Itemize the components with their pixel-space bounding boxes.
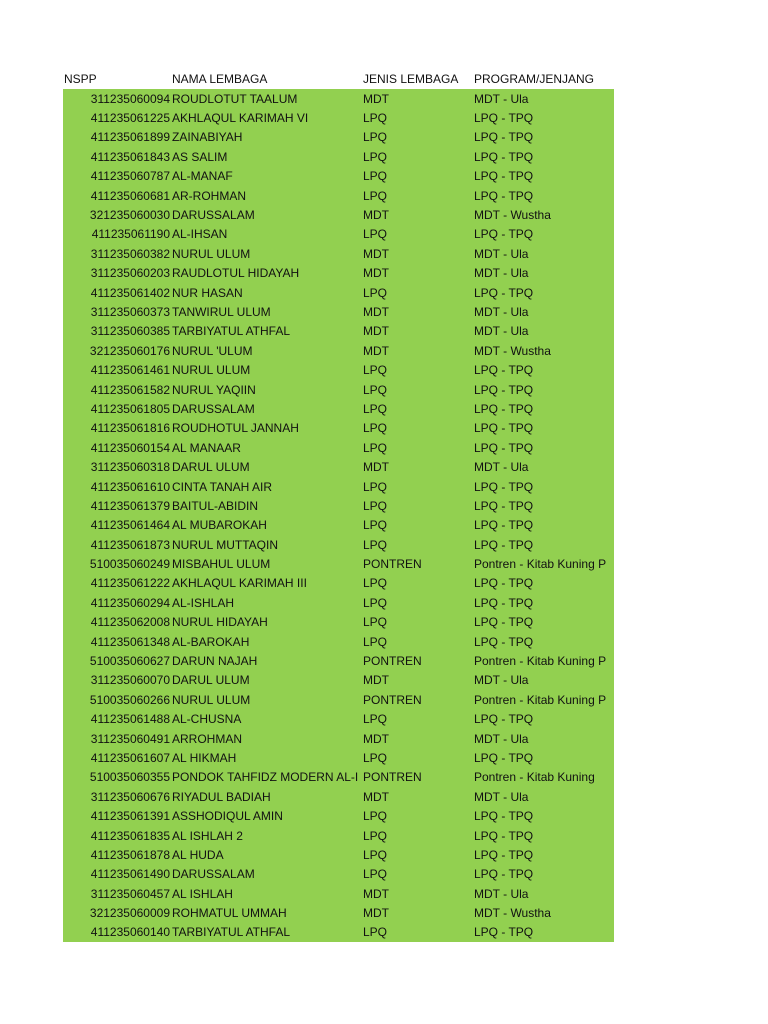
program-jenjang-cell[interactable]: LPQ - TPQ (474, 401, 534, 416)
nspp-cell[interactable]: 311235060676 (90, 789, 170, 804)
jenis-lembaga-cell[interactable]: LPQ (363, 576, 388, 591)
nama-lembaga-cell[interactable]: AKHLAQUL KARIMAH III (172, 576, 307, 591)
table-row[interactable] (63, 419, 614, 438)
program-jenjang-cell[interactable]: LPQ - TPQ (474, 111, 534, 126)
table-row[interactable] (63, 438, 614, 457)
table-row[interactable] (63, 651, 614, 670)
program-jenjang-cell[interactable]: LPQ - TPQ (474, 498, 534, 513)
nspp-cell[interactable]: 510035060627 (89, 654, 170, 669)
table-row[interactable] (63, 903, 614, 922)
header-nspp: NSPP (64, 72, 97, 86)
nspp-cell[interactable]: 411235061464 (90, 518, 170, 533)
jenis-lembaga-cell[interactable]: PONTREN (363, 557, 422, 572)
header-nama-lembaga: NAMA LEMBAGA (172, 72, 268, 86)
nspp-cell[interactable]: 411235061805 (90, 401, 170, 416)
program-jenjang-cell[interactable]: Pontren - Kitab Kuning P (474, 692, 607, 707)
nama-lembaga-cell[interactable]: NURUL MUTTAQIN (172, 537, 278, 552)
nspp-cell[interactable]: 411235060154 (90, 440, 170, 455)
jenis-lembaga-cell[interactable]: LPQ (363, 111, 388, 126)
table-row[interactable] (63, 690, 614, 709)
jenis-lembaga-cell[interactable]: PONTREN (363, 692, 422, 707)
table-row[interactable] (63, 380, 614, 399)
program-jenjang-cell[interactable]: LPQ - TPQ (474, 809, 534, 824)
program-jenjang-cell[interactable]: MDT - Ula (474, 731, 529, 746)
table-row[interactable] (63, 360, 614, 379)
nspp-cell[interactable]: 411235061490 (90, 867, 170, 882)
nspp-cell[interactable]: 411235060140 (90, 925, 170, 940)
nspp-cell[interactable]: 411235061402 (90, 285, 170, 300)
table-row[interactable] (63, 516, 614, 535)
nama-lembaga-cell[interactable]: NURUL YAQIIN (172, 382, 256, 397)
nspp-cell[interactable]: 411235061816 (90, 421, 170, 436)
program-jenjang-cell[interactable]: MDT - Wustha (474, 906, 551, 921)
nama-lembaga-cell[interactable]: RAUDLOTUL HIDAYAH (172, 266, 300, 281)
jenis-lembaga-cell[interactable]: LPQ (363, 363, 388, 378)
nama-lembaga-cell[interactable]: NURUL ULUM (172, 363, 251, 378)
program-jenjang-cell[interactable]: MDT - Ula (474, 673, 529, 688)
nspp-cell[interactable]: 411235061225 (90, 111, 170, 126)
program-jenjang-cell[interactable]: LPQ - TPQ (474, 712, 534, 727)
nama-lembaga-cell[interactable]: NURUL ULUM (172, 246, 251, 261)
nama-lembaga-cell[interactable]: ASSHODIQUL AMIN (172, 809, 283, 824)
nama-lembaga-cell[interactable]: NURUL ULUM (172, 692, 251, 707)
program-jenjang-cell[interactable]: LPQ - TPQ (474, 847, 534, 862)
table-row[interactable] (63, 477, 614, 496)
nspp-cell[interactable]: 411235060294 (90, 595, 170, 610)
jenis-lembaga-cell[interactable]: MDT (363, 208, 389, 223)
jenis-lembaga-cell[interactable]: LPQ (363, 537, 388, 552)
program-jenjang-cell[interactable]: LPQ - TPQ (474, 479, 534, 494)
nspp-cell[interactable]: 411235061190 (91, 227, 170, 242)
jenis-lembaga-cell[interactable]: LPQ (363, 188, 388, 203)
nama-lembaga-cell[interactable]: AL HUDA (172, 847, 224, 862)
nspp-cell[interactable]: 311235060070 (90, 673, 170, 688)
table-row[interactable] (63, 632, 614, 651)
program-jenjang-cell[interactable]: MDT - Wustha (474, 343, 551, 358)
table-row[interactable] (63, 554, 614, 573)
nspp-cell[interactable]: 411235060787 (90, 169, 170, 184)
nspp-cell[interactable]: 411235061348 (90, 634, 170, 649)
jenis-lembaga-cell[interactable]: LPQ (363, 847, 388, 862)
nama-lembaga-cell[interactable]: NURUL 'ULUM (172, 343, 253, 358)
program-jenjang-cell[interactable]: LPQ - TPQ (474, 227, 534, 242)
nspp-cell[interactable]: 411235061899 (90, 130, 170, 145)
table-row[interactable] (63, 457, 614, 476)
table-row[interactable] (63, 283, 614, 302)
nama-lembaga-cell[interactable]: AL-ISHLAH (172, 595, 235, 610)
jenis-lembaga-cell[interactable]: LPQ (363, 809, 388, 824)
table-row[interactable] (63, 244, 614, 263)
table-row[interactable] (63, 205, 614, 224)
table-row[interactable] (63, 322, 614, 341)
jenis-lembaga-cell[interactable]: MDT (363, 324, 389, 339)
nspp-cell[interactable]: 321235060009 (89, 906, 170, 921)
jenis-lembaga-cell[interactable]: LPQ (363, 595, 388, 610)
jenis-lembaga-cell[interactable]: LPQ (363, 130, 388, 145)
nama-lembaga-cell[interactable]: PONDOK TAHFIDZ MODERN AL-I (172, 770, 359, 785)
table-body (63, 89, 614, 942)
nama-lembaga-cell[interactable]: ROHMATUL UMMAH (172, 906, 287, 921)
program-jenjang-cell[interactable]: Pontren - Kitab Kuning P (474, 557, 607, 572)
jenis-lembaga-cell[interactable]: MDT (363, 731, 389, 746)
jenis-lembaga-cell[interactable]: MDT (363, 304, 389, 319)
jenis-lembaga-cell[interactable]: LPQ (363, 382, 388, 397)
table-row[interactable] (63, 593, 614, 612)
table-row[interactable] (63, 89, 614, 108)
table-row[interactable] (63, 341, 614, 360)
jenis-lembaga-cell[interactable]: LPQ (363, 440, 388, 455)
program-jenjang-cell[interactable]: LPQ - TPQ (474, 828, 534, 843)
table-row[interactable] (63, 865, 614, 884)
jenis-lembaga-cell[interactable]: MDT (363, 460, 389, 475)
program-jenjang-cell[interactable]: MDT - Ula (474, 246, 529, 261)
spreadsheet-table (63, 69, 614, 942)
nspp-cell[interactable]: 311235060203 (90, 266, 170, 281)
nama-lembaga-cell[interactable]: AL MUBAROKAH (172, 518, 267, 533)
program-jenjang-cell[interactable]: LPQ - TPQ (474, 925, 534, 940)
header-jenis-lembaga: JENIS LEMBAGA (363, 72, 459, 86)
jenis-lembaga-cell[interactable]: LPQ (363, 421, 388, 436)
jenis-lembaga-cell[interactable]: LPQ (363, 518, 388, 533)
nspp-cell[interactable]: 510035060355 (89, 770, 170, 785)
program-jenjang-cell[interactable]: LPQ - TPQ (474, 576, 534, 591)
table-row[interactable] (63, 787, 614, 806)
nspp-cell[interactable]: 411235061843 (90, 149, 170, 164)
table-row[interactable] (63, 845, 614, 864)
program-jenjang-cell[interactable]: LPQ - TPQ (474, 130, 534, 145)
jenis-lembaga-cell[interactable]: LPQ (363, 712, 388, 727)
program-jenjang-cell[interactable]: LPQ - TPQ (474, 285, 534, 300)
table-row[interactable] (63, 108, 614, 127)
program-jenjang-cell[interactable]: MDT - Ula (474, 886, 529, 901)
nama-lembaga-cell[interactable]: NUR HASAN (172, 285, 243, 300)
jenis-lembaga-cell[interactable]: LPQ (363, 828, 388, 843)
program-jenjang-cell[interactable]: MDT - Ula (474, 304, 529, 319)
nama-lembaga-cell[interactable]: NURUL HIDAYAH (172, 615, 268, 630)
jenis-lembaga-cell[interactable]: LPQ (363, 285, 388, 300)
table-row[interactable] (63, 613, 614, 632)
jenis-lembaga-cell[interactable]: MDT (363, 91, 389, 106)
program-jenjang-cell[interactable]: LPQ - TPQ (474, 518, 534, 533)
nspp-cell[interactable]: 510035060266 (89, 692, 170, 707)
table-row[interactable] (63, 399, 614, 418)
nama-lembaga-cell[interactable]: ROUDLOTUT TAALUM (172, 91, 298, 106)
table-row[interactable] (63, 128, 614, 147)
nspp-cell[interactable]: 411235061878 (90, 847, 170, 862)
table-row[interactable] (63, 302, 614, 321)
jenis-lembaga-cell[interactable]: MDT (363, 906, 389, 921)
nspp-cell[interactable]: 411235061488 (90, 712, 170, 727)
nama-lembaga-cell[interactable]: AL-MANAF (172, 169, 233, 184)
program-jenjang-cell[interactable]: MDT - Ula (474, 460, 529, 475)
header-row (63, 69, 614, 89)
program-jenjang-cell[interactable]: LPQ - TPQ (474, 363, 534, 378)
nama-lembaga-cell[interactable]: DARUSSALAM (172, 208, 255, 223)
program-jenjang-cell[interactable]: LPQ - TPQ (474, 440, 534, 455)
jenis-lembaga-cell[interactable]: LPQ (363, 634, 388, 649)
jenis-lembaga-cell[interactable]: LPQ (363, 750, 388, 765)
table-row[interactable] (63, 923, 614, 942)
nspp-cell[interactable]: 411235061222 (90, 576, 170, 591)
nspp-cell[interactable]: 411235061835 (90, 828, 170, 843)
jenis-lembaga-cell[interactable]: MDT (363, 886, 389, 901)
jenis-lembaga-cell[interactable]: PONTREN (363, 770, 422, 785)
nspp-cell[interactable]: 311235060385 (90, 324, 170, 339)
jenis-lembaga-cell[interactable]: LPQ (363, 925, 388, 940)
jenis-lembaga-cell[interactable]: LPQ (363, 498, 388, 513)
nspp-cell[interactable]: 411235061610 (90, 479, 170, 494)
table-row[interactable] (63, 748, 614, 767)
nama-lembaga-cell[interactable]: ZAINABIYAH (172, 130, 243, 145)
nspp-cell[interactable]: 311235060373 (90, 304, 170, 319)
nama-lembaga-cell[interactable]: AR-ROHMAN (172, 188, 246, 203)
nama-lembaga-cell[interactable]: AL MANAAR (172, 440, 241, 455)
nama-lembaga-cell[interactable]: ROUDHOTUL JANNAH (172, 421, 299, 436)
program-jenjang-cell[interactable]: LPQ - TPQ (474, 382, 534, 397)
program-jenjang-cell[interactable]: LPQ - TPQ (474, 750, 534, 765)
table-row[interactable] (63, 147, 614, 166)
table-row[interactable] (63, 729, 614, 748)
nspp-cell[interactable]: 510035060249 (89, 557, 170, 572)
table-row[interactable] (63, 826, 614, 845)
nspp-cell[interactable]: 311235060457 (90, 886, 170, 901)
nama-lembaga-cell[interactable]: DARUN NAJAH (172, 654, 258, 669)
table-row[interactable] (63, 496, 614, 515)
program-jenjang-cell[interactable]: MDT - Ula (474, 324, 529, 339)
jenis-lembaga-cell[interactable]: MDT (363, 266, 389, 281)
nama-lembaga-cell[interactable]: TARBIYATUL ATHFAL (172, 324, 291, 339)
nspp-cell[interactable]: 411235061582 (90, 382, 170, 397)
jenis-lembaga-cell[interactable]: LPQ (363, 867, 388, 882)
nama-lembaga-cell[interactable]: DARUL ULUM (172, 460, 250, 475)
program-jenjang-cell[interactable]: LPQ - TPQ (474, 169, 534, 184)
program-jenjang-cell[interactable]: LPQ - TPQ (474, 595, 534, 610)
nama-lembaga-cell[interactable]: AL HIKMAH (172, 750, 237, 765)
nspp-cell[interactable]: 311235060318 (90, 460, 170, 475)
jenis-lembaga-cell[interactable]: MDT (363, 246, 389, 261)
program-jenjang-cell[interactable]: MDT - Ula (474, 91, 529, 106)
table-row[interactable] (63, 710, 614, 729)
program-jenjang-cell[interactable]: LPQ - TPQ (474, 537, 534, 552)
nspp-cell[interactable]: 411235061873 (90, 537, 170, 552)
program-jenjang-cell[interactable]: Pontren - Kitab Kuning P (474, 654, 607, 669)
jenis-lembaga-cell[interactable]: MDT (363, 673, 389, 688)
nama-lembaga-cell[interactable]: CINTA TANAH AIR (172, 479, 273, 494)
table-row[interactable] (63, 167, 614, 186)
jenis-lembaga-cell[interactable]: LPQ (363, 615, 388, 630)
nama-lembaga-cell[interactable]: AL-IHSAN (172, 227, 228, 242)
jenis-lembaga-cell[interactable]: LPQ (363, 401, 388, 416)
nama-lembaga-cell[interactable]: DARUL ULUM (172, 673, 250, 688)
jenis-lembaga-cell[interactable]: LPQ (363, 479, 388, 494)
nspp-cell[interactable]: 321235060030 (89, 208, 170, 223)
nama-lembaga-cell[interactable]: AL ISHLAH 2 (172, 828, 243, 843)
nama-lembaga-cell[interactable]: BAITUL-ABIDIN (172, 498, 259, 513)
nama-lembaga-cell[interactable]: AL ISHLAH (172, 886, 233, 901)
program-jenjang-cell[interactable]: MDT - Ula (474, 266, 529, 281)
table-row[interactable] (63, 671, 614, 690)
nspp-cell[interactable]: 411235061391 (90, 809, 170, 824)
nama-lembaga-cell[interactable]: ARROHMAN (172, 731, 243, 746)
table-row[interactable] (63, 264, 614, 283)
nama-lembaga-cell[interactable]: AS SALIM (172, 149, 228, 164)
program-jenjang-cell[interactable]: LPQ - TPQ (474, 149, 534, 164)
table-row[interactable] (63, 574, 614, 593)
program-jenjang-cell[interactable]: LPQ - TPQ (474, 421, 534, 436)
nspp-cell[interactable]: 411235060681 (90, 188, 170, 203)
program-jenjang-cell[interactable]: MDT - Ula (474, 789, 529, 804)
nama-lembaga-cell[interactable]: DARUSSALAM (172, 401, 255, 416)
program-jenjang-cell[interactable]: LPQ - TPQ (474, 634, 534, 649)
header-program-jenjang: PROGRAM/JENJANG (474, 72, 595, 86)
jenis-lembaga-cell[interactable]: LPQ (363, 227, 388, 242)
program-jenjang-cell[interactable]: LPQ - TPQ (474, 867, 534, 882)
jenis-lembaga-cell[interactable]: MDT (363, 343, 389, 358)
nspp-cell[interactable]: 321235060176 (89, 343, 170, 358)
nspp-cell[interactable]: 311235060491 (90, 731, 170, 746)
table-row[interactable] (63, 768, 614, 787)
nama-lembaga-cell[interactable]: AL-BAROKAH (172, 634, 250, 649)
jenis-lembaga-cell[interactable]: PONTREN (363, 654, 422, 669)
jenis-lembaga-cell[interactable]: MDT (363, 789, 389, 804)
nspp-cell[interactable]: 411235061461 (90, 363, 170, 378)
nama-lembaga-cell[interactable]: TANWIRUL ULUM (172, 304, 271, 319)
nspp-cell[interactable]: 311235060382 (90, 246, 170, 261)
nama-lembaga-cell[interactable]: DARUSSALAM (172, 867, 255, 882)
nama-lembaga-cell[interactable]: MISBAHUL ULUM (172, 557, 271, 572)
nama-lembaga-cell[interactable]: RIYADUL BADIAH (172, 789, 271, 804)
nama-lembaga-cell[interactable]: AL-CHUSNA (172, 712, 242, 727)
jenis-lembaga-cell[interactable]: LPQ (363, 169, 388, 184)
nspp-cell[interactable]: 411235062008 (90, 615, 170, 630)
nama-lembaga-cell[interactable]: TARBIYATUL ATHFAL (172, 925, 291, 940)
nspp-cell[interactable]: 411235061379 (90, 498, 170, 513)
table-row[interactable] (63, 884, 614, 903)
table-row[interactable] (63, 225, 614, 244)
program-jenjang-cell[interactable]: MDT - Wustha (474, 208, 551, 223)
program-jenjang-cell[interactable]: LPQ - TPQ (474, 188, 534, 203)
jenis-lembaga-cell[interactable]: LPQ (363, 149, 388, 164)
table-row[interactable] (63, 806, 614, 825)
nspp-cell[interactable]: 411235061607 (90, 750, 170, 765)
table-row[interactable] (63, 535, 614, 554)
nspp-cell[interactable]: 311235060094 (90, 91, 170, 106)
program-jenjang-cell[interactable]: Pontren - Kitab Kuning (474, 770, 595, 785)
program-jenjang-cell[interactable]: LPQ - TPQ (474, 615, 534, 630)
table-row[interactable] (63, 186, 614, 205)
nama-lembaga-cell[interactable]: AKHLAQUL KARIMAH VI (172, 111, 309, 126)
